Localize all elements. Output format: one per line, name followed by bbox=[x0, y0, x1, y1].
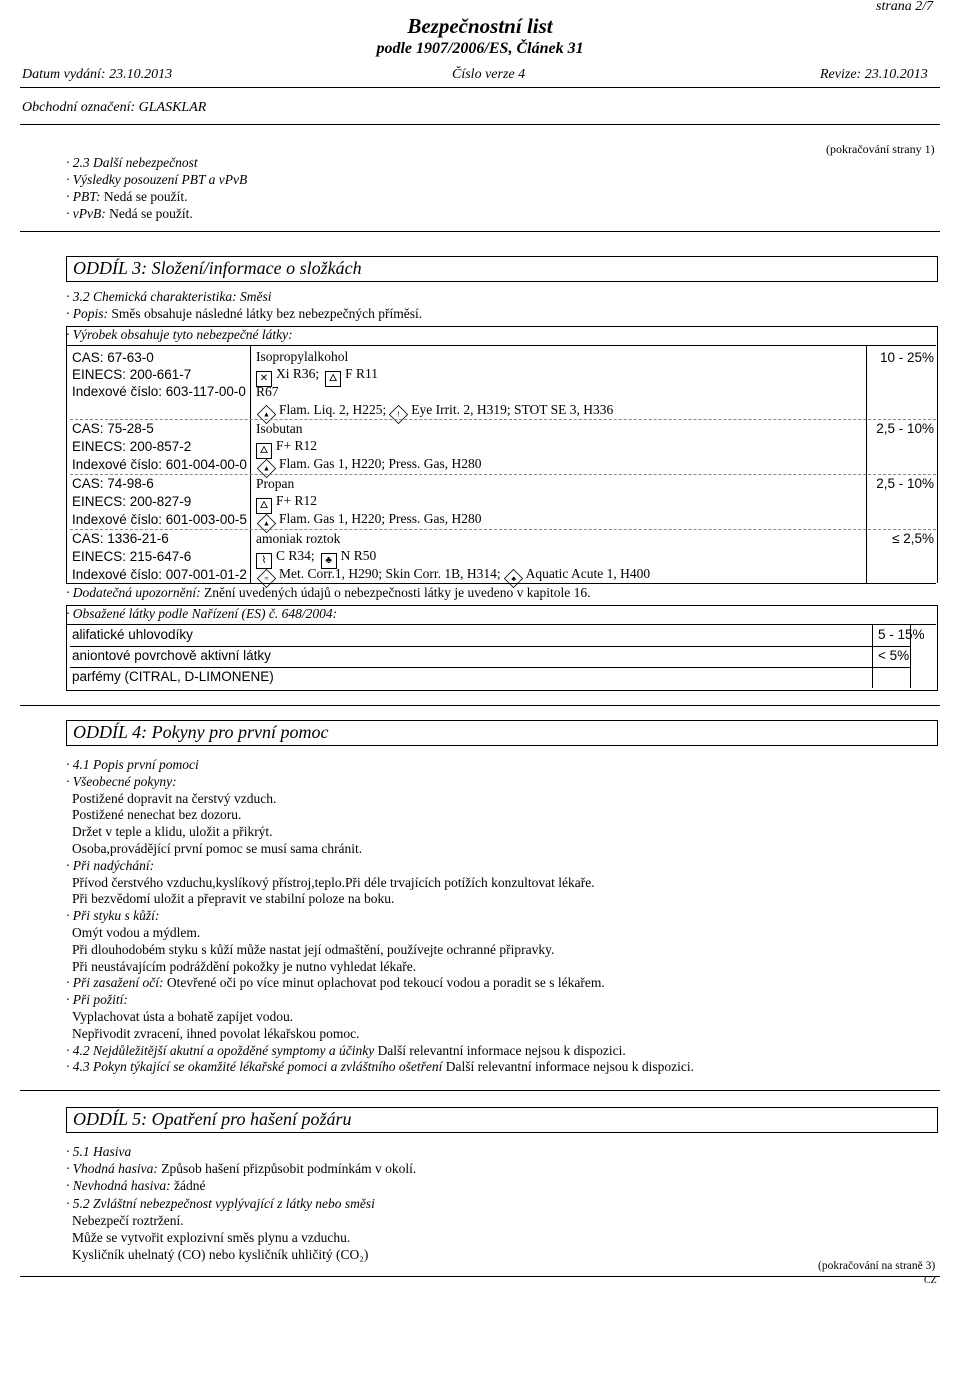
pbt-value: Nedá se použít. bbox=[100, 189, 188, 204]
substance-3-einecs: EINECS: 200-827-9 bbox=[72, 494, 192, 509]
description-label: · Popis: bbox=[66, 306, 108, 321]
substance-2-r1: F+ R12 bbox=[276, 438, 318, 453]
substance-1-concentration: 10 - 25% bbox=[879, 350, 934, 365]
s4-line-text: Přívod čerstvého vzduchu,kyslíkový přístroj,teplo.Při déle trvajících potížích konzultovat lékaře. bbox=[72, 874, 595, 890]
environment-icon: ♣ bbox=[321, 553, 337, 569]
s5-line bbox=[66, 1196, 375, 1212]
s5-line-label: · Nevhodná hasiva: bbox=[66, 1178, 171, 1194]
substance-4-cas: CAS: 1336-21-6 bbox=[72, 531, 169, 546]
flame-icon: 🜂 bbox=[256, 443, 272, 459]
substance-2-index: Indexové číslo: 601-004-00-0 bbox=[72, 457, 247, 472]
s4-line bbox=[72, 791, 276, 807]
s4-line-text: Další relevantní informace nejsou k dispozici. bbox=[442, 1059, 694, 1075]
ghs-flame-icon: ▲ bbox=[257, 459, 276, 478]
substance-3-h1: Flam. Gas 1, H220; Press. Gas, H280 bbox=[279, 511, 482, 526]
s4-line bbox=[72, 1009, 293, 1025]
substances-table-bottom bbox=[66, 583, 936, 584]
s4-line-text: Osoba,provádějící první pomoc se musí sama chránit. bbox=[72, 841, 363, 856]
section-5-title: ODDÍL 5: Opatření pro hašení požáru bbox=[73, 1109, 352, 1129]
substance-1-einecs: EINECS: 200-661-7 bbox=[72, 367, 192, 382]
description-value: Směs obsahuje následné látky bez nebezpečných příměsí. bbox=[108, 306, 423, 321]
harmful-cross-icon: ✕ bbox=[256, 371, 272, 387]
s4-line bbox=[72, 807, 241, 823]
trade-name: Obchodní označení: GLASKLAR bbox=[22, 100, 207, 115]
s4-line bbox=[66, 975, 605, 991]
substance-divider bbox=[70, 474, 936, 475]
document-title: Bezpečnostní list bbox=[407, 14, 553, 38]
pbt-label: · PBT: bbox=[66, 189, 101, 204]
substance-3-index: Indexové číslo: 601-003-00-5 bbox=[72, 512, 247, 527]
s4-line bbox=[66, 992, 128, 1008]
s4-line-text: Další relevantní informace nejsou k dispozici. bbox=[374, 1042, 626, 1058]
s5-line-label: · Vhodná hasiva: bbox=[66, 1161, 158, 1177]
substance-4-concentration: ≤ 2,5% bbox=[892, 531, 934, 546]
s4-line bbox=[66, 774, 177, 790]
s4-line-text: Nepřivodit zvracení, ihned povolat lékařskou pomoc. bbox=[72, 1025, 360, 1041]
s4-line bbox=[72, 925, 200, 941]
substance-3-cas: CAS: 74-98-6 bbox=[72, 476, 154, 491]
column-divider-2 bbox=[866, 345, 867, 583]
ghs-flame-icon: ▲ bbox=[257, 514, 276, 533]
substance-2-einecs: EINECS: 200-857-2 bbox=[72, 439, 192, 454]
s4-line bbox=[66, 757, 199, 773]
substance-1-index: Indexové číslo: 603-117-00-0 bbox=[72, 384, 246, 399]
s4-line bbox=[66, 1043, 626, 1059]
section-rule bbox=[20, 231, 940, 232]
regulation-row-3-name: parfémy (CITRAL, D-LIMONENE) bbox=[72, 669, 274, 684]
regulation-row-rule bbox=[70, 667, 910, 668]
s4-line-text: Omýt vodou a mýdlem. bbox=[72, 925, 201, 940]
regulation-row-rule bbox=[70, 646, 910, 647]
additional-note-value: Znění uvedených údajů o nebezpečnosti látky je uvedeno v kapitole 16. bbox=[200, 585, 591, 600]
version-number: Číslo verze 4 bbox=[452, 67, 526, 82]
substance-4-r2: N R50 bbox=[340, 548, 377, 563]
s4-line-label: · Při styku s kůží: bbox=[66, 908, 160, 924]
s5-line-text: Způsob hašení přizpůsobit podmínkám v okolí. bbox=[157, 1161, 417, 1177]
section-3-2-heading: · 3.2 Chemická charakteristika: Směsi bbox=[66, 289, 272, 304]
issue-date: Datum vydání: 23.10.2013 bbox=[22, 67, 173, 82]
substance-2-cas: CAS: 75-28-5 bbox=[72, 421, 154, 436]
s4-line-label: · 4.2 Nejdůležitější akutní a opožděné symptomy a účinky bbox=[66, 1042, 375, 1058]
s4-line-label: · Všeobecné pokyny: bbox=[66, 773, 177, 789]
s4-line bbox=[72, 959, 416, 975]
s4-line bbox=[66, 1059, 694, 1075]
s4-line bbox=[72, 942, 554, 958]
s4-line bbox=[72, 891, 394, 907]
substance-1-r67: R67 bbox=[256, 384, 279, 399]
substances-table bbox=[66, 326, 938, 583]
s4-line bbox=[66, 858, 154, 874]
s4-line-label: · Při požití: bbox=[66, 992, 128, 1008]
s5-line-text: Může se vytvořit explozivní směs plynu a vzduchu. bbox=[72, 1230, 351, 1245]
s4-line-label: · Při zasažení očí: bbox=[66, 975, 164, 991]
s4-line-text: Postižené nenechat bez dozoru. bbox=[72, 807, 242, 823]
pbt-line bbox=[66, 189, 188, 205]
substance-4-h1: Met. Corr.1, H290; Skin Corr. 1B, H314; bbox=[279, 566, 501, 581]
mixture-description bbox=[66, 306, 422, 322]
regulation-row-2-name: aniontové povrchově aktivní látky bbox=[72, 648, 271, 663]
substance-1-r1: Xi R36; bbox=[276, 366, 320, 381]
substance-divider bbox=[70, 419, 936, 420]
flame-icon: 🜂 bbox=[325, 371, 341, 387]
s4-line bbox=[72, 875, 595, 891]
section-4-title-box bbox=[66, 720, 938, 746]
regulation-col-divider bbox=[872, 624, 873, 688]
substance-2-name: Isobutan bbox=[256, 421, 303, 436]
section-2-3-heading: · 2.3 Další nebezpečnost bbox=[66, 155, 198, 170]
s4-line bbox=[72, 1026, 360, 1042]
ghs-flame-icon: ▲ bbox=[257, 405, 276, 424]
substance-4-einecs: EINECS: 215-647-6 bbox=[72, 549, 192, 564]
s5-line bbox=[66, 1178, 205, 1194]
s4-line-text: Vyplachovat ústa a bohatě zapíjet vodou. bbox=[72, 1009, 294, 1024]
document-subtitle: podle 1907/2006/ES, Článek 31 bbox=[376, 40, 584, 57]
substance-divider bbox=[70, 529, 936, 530]
s4-line-text: Otevřené oči po více minut oplachovat pod tekoucí vodou a poradit se s lékařem. bbox=[163, 975, 605, 991]
s4-line-label: · Při nadýchání: bbox=[66, 857, 155, 873]
s5-line bbox=[72, 1247, 368, 1263]
substances-table-header-rule bbox=[66, 345, 936, 346]
s4-line-text: Při dlouhodobém styku s kůží může nastat její odmaštění, používejte ochranné připravky. bbox=[72, 941, 555, 957]
hazardous-substances-heading: · Výrobek obsahuje tyto nebezpečné látky: bbox=[66, 327, 293, 342]
substance-3-name: Propan bbox=[256, 476, 295, 491]
header-rule bbox=[20, 87, 940, 88]
footer-rule bbox=[20, 1276, 940, 1277]
substance-3-r1: F+ R12 bbox=[276, 493, 318, 508]
s5-line-label: · 5.1 Hasiva bbox=[66, 1144, 132, 1159]
ghs-environment-icon: ♣ bbox=[504, 569, 523, 588]
trade-name-rule bbox=[20, 124, 940, 125]
vpvb-value: Nedá se použít. bbox=[105, 206, 193, 221]
regulation-row-1-name: alifatické uhlovodíky bbox=[72, 627, 193, 642]
pbt-results-heading: · Výsledky posouzení PBT a vPvB bbox=[66, 172, 248, 187]
flame-icon: 🜂 bbox=[256, 498, 272, 514]
s5-line-label: · 5.2 Zvláštní nebezpečnost vyplývající z látky nebo směsi bbox=[66, 1195, 375, 1211]
s5-line-text: Kysličník uhelnatý (CO) nebo kysličník uhličitý (CO₂) bbox=[72, 1247, 369, 1263]
additional-note bbox=[66, 585, 591, 601]
s4-line bbox=[72, 824, 273, 840]
revision-date: Revize: 23.10.2013 bbox=[820, 67, 928, 82]
s5-line-text: Nebezpečí roztržení. bbox=[72, 1212, 184, 1228]
s4-line-label: · 4.1 Popis první pomoci bbox=[66, 757, 199, 772]
regulation-row-2-value: < 5% bbox=[878, 648, 910, 663]
substance-1-h1: Flam. Liq. 2, H225; bbox=[279, 402, 387, 417]
s4-line-text: Držet v teple a klidu, uložit a přikrýt. bbox=[72, 824, 273, 840]
s5-line bbox=[66, 1161, 416, 1177]
section-3-title: ODDÍL 3: Složení/informace o složkách bbox=[73, 258, 362, 278]
regulation-heading: · Obsažené látky podle Nařízení (ES) č. 648/2004: bbox=[66, 606, 338, 621]
s5-line bbox=[66, 1144, 131, 1160]
continued-to: (pokračování na straně 3) bbox=[818, 1260, 936, 1272]
regulation-header-rule bbox=[66, 624, 936, 625]
s4-line-label: · 4.3 Pokyn týkající se okamžité lékařské pomoci a zvláštního ošetření bbox=[66, 1059, 443, 1075]
vpvb-line bbox=[66, 206, 193, 222]
section-3-title-box bbox=[66, 256, 938, 282]
section-rule bbox=[20, 1090, 940, 1091]
substance-1-cas: CAS: 67-63-0 bbox=[72, 350, 154, 365]
section-rule bbox=[20, 705, 940, 706]
ghs-exclamation-icon: ! bbox=[389, 405, 408, 424]
s4-line bbox=[72, 841, 362, 857]
substance-2-h1: Flam. Gas 1, H220; Press. Gas, H280 bbox=[279, 456, 482, 471]
substance-2-concentration: 2,5 - 10% bbox=[876, 421, 934, 436]
country-code: CZ bbox=[924, 1275, 937, 1286]
s4-line-text: Při neustávajícím podráždění pokožky je nutno vyhledat lékaře. bbox=[72, 958, 417, 974]
column-divider-1 bbox=[250, 345, 251, 583]
substance-1-name: Isopropylalkohol bbox=[256, 349, 349, 364]
substance-3-concentration: 2,5 - 10% bbox=[876, 476, 934, 491]
ghs-corrosion-icon: ≈ bbox=[257, 569, 276, 588]
section-4-title: ODDÍL 4: Pokyny pro první pomoc bbox=[73, 722, 329, 742]
page-number: strana 2/7 bbox=[876, 0, 934, 14]
s5-line bbox=[72, 1213, 184, 1229]
substance-4-index: Indexové číslo: 007-001-01-2 bbox=[72, 567, 247, 582]
s4-line-text: Při bezvědomí uložit a přepravit ve stabilní poloze na boku. bbox=[72, 891, 395, 907]
substance-1-r2: F R11 bbox=[345, 366, 379, 381]
substance-4-r1: C R34; bbox=[276, 548, 315, 563]
corrosive-icon: ⌇ bbox=[256, 553, 272, 569]
s4-line-text: Postižené dopravit na čerstvý vzduch. bbox=[72, 790, 277, 806]
substance-1-h2: Eye Irrit. 2, H319; STOT SE 3, H336 bbox=[411, 402, 614, 417]
substance-4-h2: Aquatic Acute 1, H400 bbox=[525, 566, 651, 581]
s5-line bbox=[72, 1230, 350, 1246]
continued-from: (pokračování strany 1) bbox=[826, 142, 935, 156]
section-5-title-box bbox=[66, 1107, 938, 1133]
regulation-row-1-value: 5 - 15% bbox=[878, 627, 925, 642]
s5-line-text: žádné bbox=[170, 1178, 206, 1194]
additional-note-label: · Dodatečná upozornění: bbox=[66, 585, 201, 600]
s4-line bbox=[66, 908, 159, 924]
vpvb-label: · vPvB: bbox=[66, 206, 106, 221]
substance-4-name: amoniak roztok bbox=[256, 531, 341, 546]
